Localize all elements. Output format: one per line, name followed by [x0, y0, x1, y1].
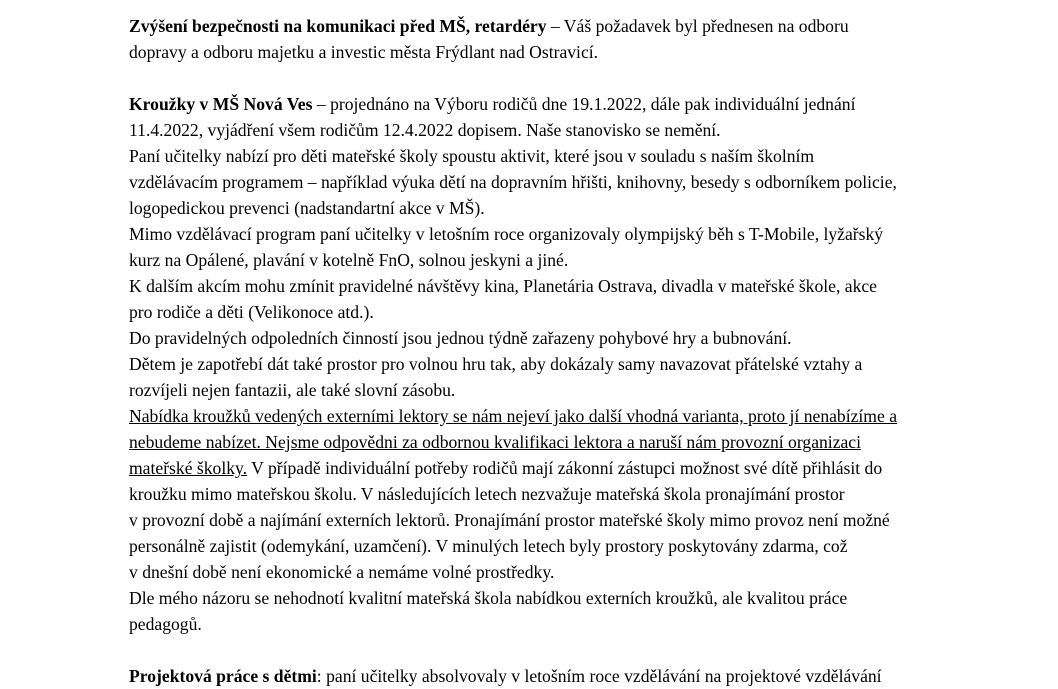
underlined-text-line: Nabídka kroužků vedených externími lektory se nám nejeví jako další vhodná varianta, proto jí nenabízíme a — [129, 406, 898, 426]
text-line: K dalším akcím mohu zmínit pravidelné návštěvy kina, Planetária Ostrava, divadla v mateřské škole, akce — [129, 276, 877, 296]
text-fragment: V případě individuální potřeby rodičů mají zákonní zástupci možnost své dítě přihlásit do — [247, 458, 883, 478]
text-line: kurz na Opálené, plavání v kotelně FnO, solnou jeskyni a jiné. — [129, 250, 569, 270]
text-line: logopedickou prevenci (nadstandartní akce v MŠ). — [129, 198, 485, 218]
paragraph-safety-line-2: dopravy a odboru majetku a investic města Frýdlant nad Ostravicí. — [129, 42, 599, 62]
text-line: Mimo vzdělávací program paní učitelky v letošním roce organizovaly olympijský běh s T-Mobile, lyžařský — [129, 224, 884, 244]
paragraph-clubs-line-2: 11.4.2022, vyjádření všem rodičům 12.4.2022 dopisem. Naše stanovisko se nemění. — [129, 120, 721, 140]
underlined-text-line: nebudeme nabízet. Nejsme odpovědni za odbornou kvalifikaci lektora a naruší nám provozní organizaci — [129, 432, 862, 452]
text-line: vzdělávacím programem – například výuka dětí na dopravním hřišti, knihovny, besedy s odborníkem policie, — [129, 172, 897, 192]
heading-safety: Zvýšení bezpečnosti na komunikaci před MŠ, retardéry — [129, 16, 547, 36]
text-line: pro rodiče a děti (Velikonoce atd.). — [129, 302, 374, 322]
text-line: Paní učitelky nabízí pro děti mateřské školy spoustu aktivit, které jsou v souladu s naším školním — [129, 146, 815, 166]
paragraph-gap — [129, 65, 1009, 91]
underlined-fragment: mateřské školky. — [129, 458, 248, 478]
text-line: Dětem je zapotřebí dát také prostor pro volnou hru tak, aby dokázaly samy navazovat přátelské vztahy a — [129, 354, 863, 374]
text-line: kroužku mimo mateřskou školu. V následujících letech nezvažuje mateřská škola pronajímání prostor — [129, 484, 845, 504]
paragraph-projects-line-1 — [129, 663, 1009, 689]
text-line: v dnešní době není ekonomické a nemáme volné prostředky. — [129, 562, 555, 582]
text-line: Dle mého názoru se nehodnotí kvalitní mateřská škola nabídkou externích kroužků, ale kvalitou práce — [129, 588, 848, 608]
heading-projects: Projektová práce s dětmi — [129, 666, 317, 686]
text-line: Do pravidelných odpoledních činností jsou jednou týdně zařazeny pohybové hry a bubnování. — [129, 328, 792, 348]
text-fragment: – Váš požadavek byl přednesen na odboru — [546, 16, 849, 36]
paragraph-safety-line-1 — [129, 13, 1009, 39]
text-fragment: : paní učitelky absolvovaly v letošním roce vzdělávání na projektové vzdělávání — [316, 666, 882, 686]
paragraph-gap — [129, 637, 1009, 663]
text-line-mixed — [129, 455, 1009, 481]
text-line: v provozní době a najímání externích lektorů. Pronajímání prostor mateřské školy mimo provoz není možné — [129, 510, 890, 530]
text-line: personálně zajistit (odemykání, uzamčení). V minulých letech byly prostory poskytovány zdarma, což — [129, 536, 848, 556]
text-fragment: – projednáno na Výboru rodičů dne 19.1.2022, dále pak individuální jednání — [312, 94, 856, 114]
text-line: pedagogů. — [129, 614, 202, 634]
paragraph-clubs-line-1 — [129, 91, 1009, 117]
document-body — [129, 13, 1009, 689]
heading-clubs: Kroužky v MŠ Nová Ves — [129, 94, 313, 114]
text-line: rozvíjeli nejen fantazii, ale také slovní zásobu. — [129, 380, 456, 400]
